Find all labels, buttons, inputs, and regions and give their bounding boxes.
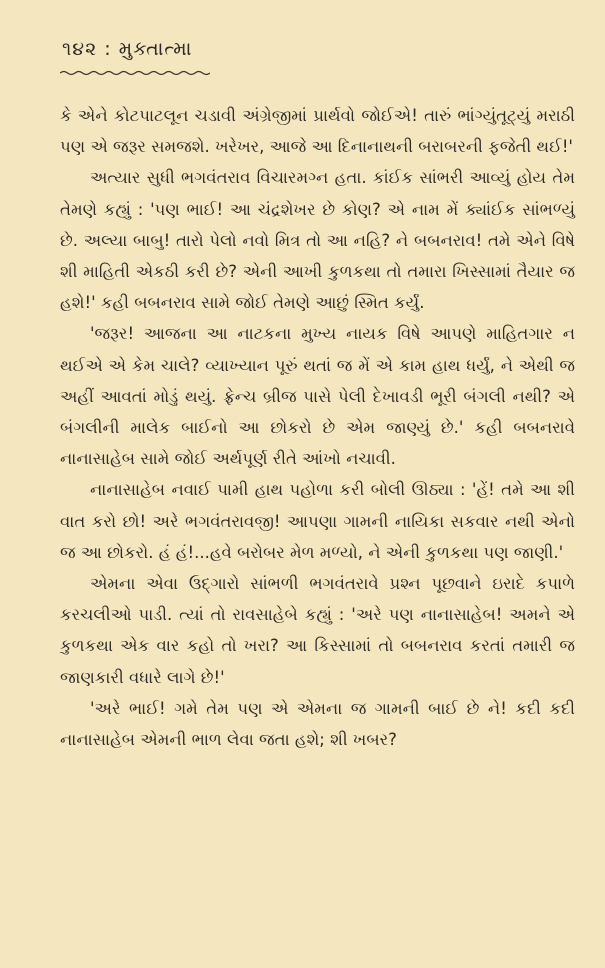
running-head: ૧૪૨ : મુક્તાત્મા: [62, 38, 193, 60]
body-text: [60, 100, 575, 755]
paragraph: નાનાસાહેબ નવાઈ પામી હાથ પહોળા કરી બોલી ઊઠ્યા : 'હેં! તમે આ શી વાત કરો છો! અરે ભગવંતરાવજી! આપણા ગામની નાયિકા સકવાર નથી એનો જ આ છોકરો. હં હં!...હવે બરોબર મેળ મળ્યો, ને એની કુળકથા પણ જાણી.': [60, 480, 575, 562]
paragraph: એમના એવા ઉદ્‌ગારો સાંભળી ભગવંતરાવે પ્રશ્ન પૂછવાને ઇરાદે કપાળે કરચલીઓ પાડી. ત્યાં તો રાવસાહેબે કહ્યું : 'અરે પણ નાનાસાહેબ! અમને એ કુળકથા એક વાર કહો તો ખરા? આ કિસ્સામાં તો બબનરાવ કરતાં તમારી જ જાણકારી વધારે લાગે છે!': [60, 574, 575, 687]
paragraph: 'જરૂર! આજના આ નાટકના મુખ્ય નાયક વિષે આપણે માહિતગાર ન થઈએ એ કેમ ચાલે? વ્યાખ્યાન પૂરું થતાં જ મેં એ કામ હાથ ધર્યું, ને એથી જ અહીં આવતાં મોડું થયું. ફ્રેન્ચ બ્રીજ પાસે પેલી દેખાવડી ભૂરી બંગલી નથી? એ બંગલીની માલેક બાઈનો આ છોકરો છે એમ જાણ્યું છે.' કહી બબનરાવે નાનાસાહેબ સામે જોઈ અર્થપૂર્ણ રીતે આંખો નચાવી.: [60, 324, 575, 469]
paragraph: કે એને કોટપાટલૂન ચડાવી અંગ્રેજીમાં પ્રાર્થવો જોઈએ! તારું ભાંગ્યુંતૂટ્યું મરાઠી પણ એ જરૂર સમજશે. ખરેખર, આજે આ દિનાનાથની બરાબરની ફજેતી થઈ!': [60, 106, 575, 157]
paragraph: 'અરે ભાઈ! ગમે તેમ પણ એ એમના જ ગામની બાઈ છે ને! કદી કદી નાનાસાહેબ એમની ભાળ લેવા જતા હશે; શી ખબર?: [60, 698, 575, 750]
paragraph: અત્યાર સુધી ભગવંતરાવ વિચારમગ્ન હતા. કાંઈક સાંભરી આવ્યું હોય તેમ તેમણે કહ્યું : 'પણ ભાઈ! આ ચંદ્રશેખર છે કોણ? એ નામ મેં ક્યાંઈક સાંભળ્યું છે. અલ્યા બાબુ! તારો પેલો નવો મિત્ર તો આ નહિ? ને બબનરાવ! તમે એને વિષે શી માહિતી એકઠી કરી છે? એની આખી કુળકથા તો તમારા ખિસ્સામાં તૈયાર જ હશે!' કહી બબનરાવ સામે જોઈ તેમણે આછું સ્મિત કર્યું.: [60, 168, 575, 313]
wavy-rule: [60, 70, 210, 76]
